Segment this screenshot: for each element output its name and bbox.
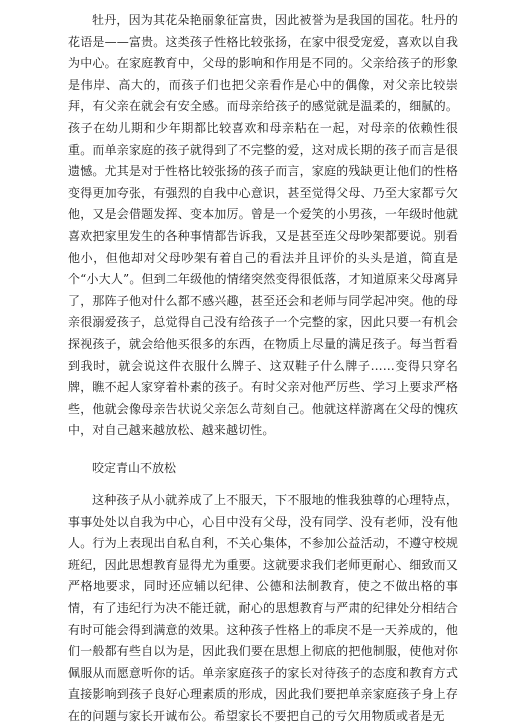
body-paragraph-peony: 牡丹，因为其花朵艳丽象征富贵，因此被誉为是我国的国花。牡丹的花语是——富贵。这类孩子性格比较张扬，在家中很受宠爱，喜欢以自我为中心。在家庭教育中，父母的影响和作用是不同的。父亲给孩子的形象是伟岸、高大的，而孩子们也把父亲看作是心中的偶像，对父亲比较崇拜，有父亲在就会有安全感。而母亲给孩子的感觉就是温柔的，细腻的。孩子在幼儿期和少年期都比较喜欢和母亲粘在一起，对母亲的依赖性很重。而单亲家庭的孩子就得到了不完整的爱，这对成长期的孩子而言是很遗憾。尤其是对于性格比较张扬的孩子而言，家庭的残缺更让他们的性格变得更加夸张，有强烈的自我中心意识，甚至觉得父母、乃至大家都亏欠他，又是会借题发挥、变本加厉。曾是一个爱笑的小男孩，一年级时他就喜欢把家里发生的各种事情都告诉我，又是甚至连父母吵架都要说。别看他小，但他却对父母吵架有着自己的看法并且评价的头头是道，简直是个“小大人”。但到二年级他的情绪突然变得很低落，才知道原来父母离异了，那阵子他对什么都不感兴趣，甚至还会和老师与同学起冲突。他的母亲很溺爱孩子，总觉得自己没有给孩子一个完整的家，因此只要一有机会探视孩子，就会给他买很多的东西，在物质上尽量的满足孩子。每当哲看到我时，就会说这件衣服什么牌子、这双鞋子什么牌子……变得只穿名牌，瞧不起人家穿着朴素的孩子。有时父亲对他严厉些、学习上要求严格些，他就会像母亲告状说父亲怎么苛刻自己。他就这样游离在父母的愧疚中，对自己越来越放松、越来越切性。: [68, 13, 458, 438]
section-heading: 咬定青山不放松: [92, 461, 177, 475]
body-paragraph-discipline: 这种孩子从小就养成了上不服天，下不服地的惟我独尊的心理特点，事事处处以自我为中心，心目中没有父母，没有同学、没有老师，没有他人。行为上表现出自私自利，不关心集体，不参加公益活动，不遵守校规班纪，因此思想教育显得尤为重要。这就要求我们老师更耐心、细致而又严格地要求，同时还应辅以纪律、公德和法制教育，使之不做出格的事情，有了违纪行为决不能迁就，耐心的思想教育与严肃的纪律处分相结合有时可能会得到满意的效果。这种孩子性格上的乖戾不是一天养成的，他们一般都有些自以为是，因此我们要在思想上彻底的把他制服，使他对你佩服从而愿意听你的话。单亲家庭孩子的家长对待孩子的态度和教育方式直接影响到孩子良好心理素质的形成，因此我们要把单亲家庭孩子身上存在的问题与家长开诚布公。希望家长不要把自己的亏欠用物质或者是无: [68, 493, 458, 723]
